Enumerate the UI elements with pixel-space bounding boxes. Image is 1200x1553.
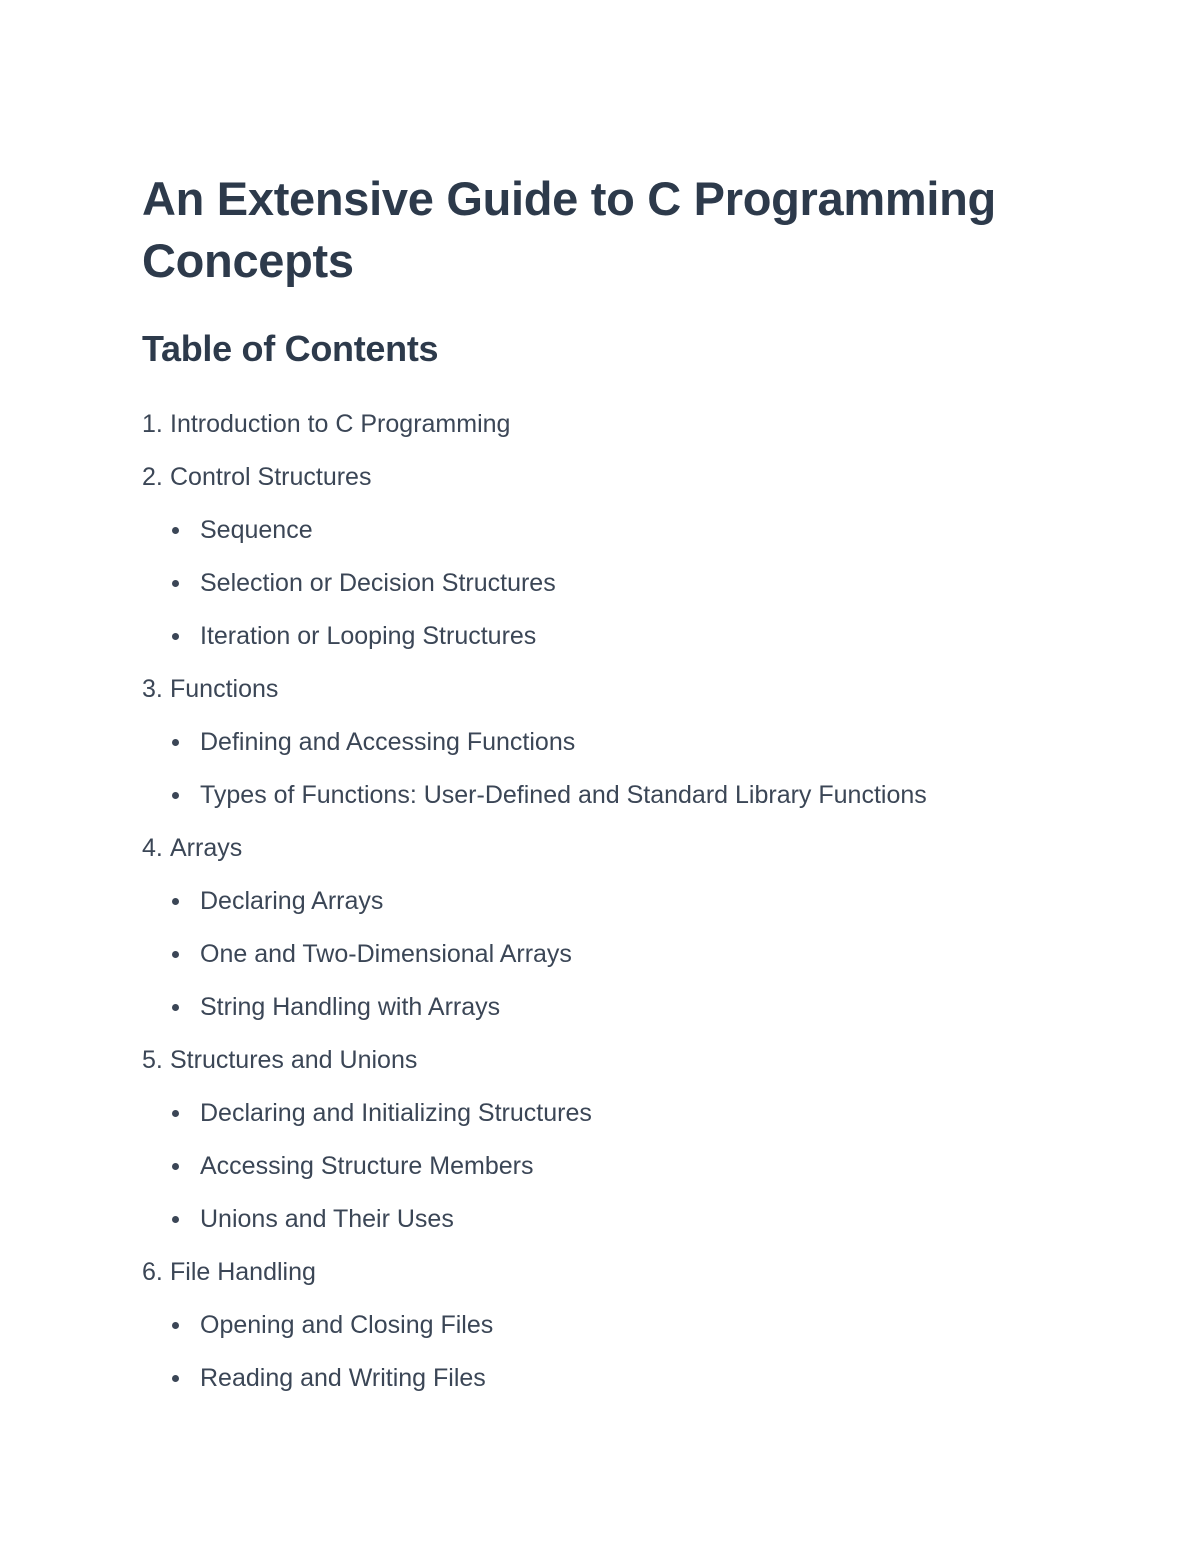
bullet-icon: [172, 1163, 179, 1170]
toc-subitem-label: Defining and Accessing Functions: [200, 728, 576, 756]
bullet-icon: [172, 1004, 179, 1011]
toc-item: [142, 1034, 1042, 1087]
toc-item: [142, 663, 1042, 716]
bullet-icon: [172, 1110, 179, 1117]
toc-item-number: 2.: [142, 463, 163, 491]
toc-subitem: [142, 504, 1042, 557]
toc-item-label: Control Structures: [170, 463, 372, 491]
toc-subitem: [142, 928, 1042, 981]
toc-item-label: Functions: [170, 675, 279, 703]
toc-item: [142, 451, 1042, 504]
toc-subitem-label: Sequence: [200, 516, 313, 544]
bullet-icon: [172, 580, 179, 587]
toc-heading: Table of Contents: [142, 328, 439, 369]
toc-subitem-label: Iteration or Looping Structures: [200, 622, 537, 650]
toc-item-label: Arrays: [170, 834, 243, 862]
toc-subitem: [142, 1193, 1042, 1246]
toc-item-label: File Handling: [170, 1258, 316, 1286]
toc-subitem: [142, 981, 1042, 1034]
toc-subitem-label: Reading and Writing Files: [200, 1364, 486, 1392]
toc-subitem-label: Declaring Arrays: [200, 887, 384, 915]
table-of-contents: [142, 398, 1042, 1405]
toc-subitem: [142, 557, 1042, 610]
toc-subitem: [142, 875, 1042, 928]
toc-item-label: Introduction to C Programming: [170, 410, 511, 438]
bullet-icon: [172, 898, 179, 905]
toc-subitem-label: Unions and Their Uses: [200, 1205, 454, 1233]
toc-item-label: Structures and Unions: [170, 1046, 418, 1074]
toc-subitem-label: Opening and Closing Files: [200, 1311, 494, 1339]
toc-item: [142, 1246, 1042, 1299]
document-title: An Extensive Guide to C Programming Concepts: [142, 172, 996, 287]
toc-item-number: 4.: [142, 834, 163, 862]
toc-item-number: 3.: [142, 675, 163, 703]
toc-subitem: [142, 769, 1042, 822]
bullet-icon: [172, 951, 179, 958]
toc-item-number: 6.: [142, 1258, 163, 1286]
toc-subitem-label: Accessing Structure Members: [200, 1152, 534, 1180]
toc-item: [142, 822, 1042, 875]
bullet-icon: [172, 633, 179, 640]
toc-subitem: [142, 1299, 1042, 1352]
document-page: [142, 168, 1042, 1405]
toc-item-number: 5.: [142, 1046, 163, 1074]
bullet-icon: [172, 527, 179, 534]
bullet-icon: [172, 739, 179, 746]
toc-subitem-label: String Handling with Arrays: [200, 993, 501, 1021]
toc-subitem-label: Types of Functions: User-Defined and Standard Library Functions: [200, 781, 927, 809]
toc-subitem: [142, 1140, 1042, 1193]
toc-subitem: [142, 610, 1042, 663]
toc-subitem: [142, 1087, 1042, 1140]
bullet-icon: [172, 1216, 179, 1223]
toc-item: [142, 398, 1042, 451]
toc-subitem-label: Selection or Decision Structures: [200, 569, 556, 597]
bullet-icon: [172, 1322, 179, 1329]
bullet-icon: [172, 1375, 179, 1382]
bullet-icon: [172, 792, 179, 799]
toc-subitem: [142, 716, 1042, 769]
toc-subitem-label: Declaring and Initializing Structures: [200, 1099, 592, 1127]
toc-item-number: 1.: [142, 410, 163, 438]
toc-subitem-label: One and Two-Dimensional Arrays: [200, 940, 572, 968]
toc-subitem: [142, 1352, 1042, 1405]
